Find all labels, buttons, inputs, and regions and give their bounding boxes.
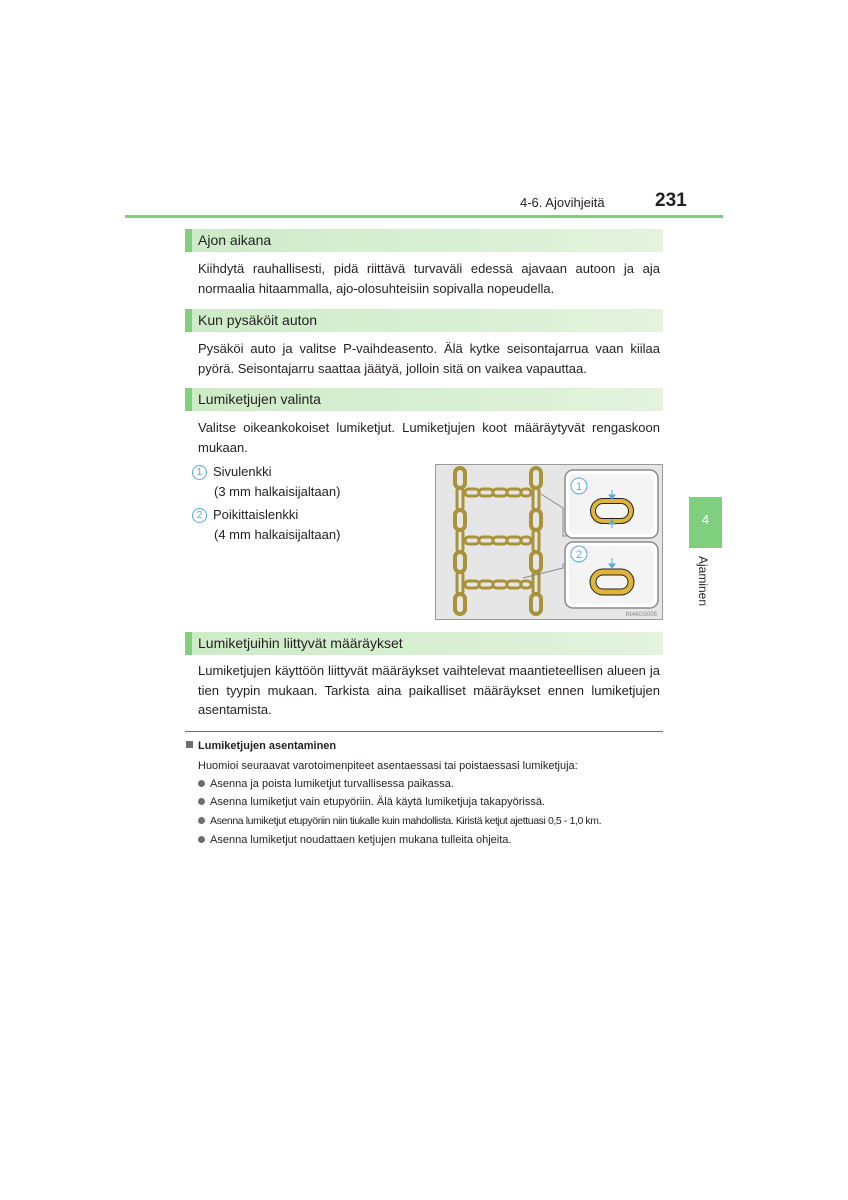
- note-bullet-item: Asenna lumiketjut etupyöriin niin tiukalle kuin mahdollista. Kiristä ketjut ajettuasi 0,5 - 1,0 km.: [198, 812, 601, 830]
- chapter-tab[interactable]: 4: [689, 497, 722, 548]
- callout-number-1: 1: [192, 465, 207, 480]
- section-heading-ajon-aikana: Ajon aikana: [185, 229, 663, 252]
- note-divider: [185, 731, 663, 732]
- legend-detail: (3 mm halkaisijaltaan): [214, 484, 341, 499]
- chapter-label: Ajaminen: [696, 556, 710, 607]
- section-heading-maaraykset: Lumiketjuihin liittyvät määräykset: [185, 632, 663, 655]
- bullet-dot-icon: [198, 780, 205, 787]
- section-heading-lumiketjujen-valinta: Lumiketjujen valinta: [185, 388, 663, 411]
- figure-code: IN46GS005: [625, 612, 657, 618]
- legend-name: Sivulenkki: [213, 464, 272, 479]
- header-rule: [125, 215, 723, 218]
- note-heading: [186, 740, 336, 752]
- legend-detail: (4 mm halkaisijaltaan): [214, 527, 341, 542]
- note-title-text: Lumiketjujen asentaminen: [198, 740, 337, 752]
- callout-number-2: 2: [192, 508, 207, 523]
- snow-chain-illustration: [435, 464, 663, 620]
- section-text-lumiketjujen-valinta: Valitse oikeankokoiset lumiketjut. Lumiketjujen koot määräytyvät rengaskoon mukaan.: [198, 420, 660, 455]
- bullet-dot-icon: [198, 798, 205, 805]
- section-heading-pysakointi: Kun pysäköit auton: [185, 309, 663, 332]
- legend-item-cross-link: [192, 505, 340, 545]
- note-bullet-item: Asenna ja poista lumiketjut turvallisessa paikassa.: [198, 775, 454, 793]
- square-bullet-icon: [186, 741, 193, 748]
- callout-label-2: 2: [575, 549, 583, 561]
- callout-label-1: 1: [575, 481, 583, 493]
- note-intro: Huomioi seuraavat varotoimenpiteet asentaessasi tai poistaessasi lumiketjuja:: [198, 760, 578, 772]
- section-text-maaraykset: Lumiketjujen käyttöön liittyvät määräykset vaihtelevat maantieteellisen alueen ja tien tyypin mukaan. Tarkista aina paikalliset määräykset ennen lumiketjujen asentamista.: [198, 663, 660, 717]
- page-number: 231: [655, 190, 687, 211]
- legend-item-side-link: [192, 462, 340, 502]
- section-text-ajon-aikana: Kiihdytä rauhallisesti, pidä riittävä turvaväli edessä ajavaan autoon ja aja normaalia hitaammalla, ajo-olosuhteisiin sopivalla nopeudella.: [198, 261, 660, 296]
- section-title: 4-6. Ajovihjeitä: [520, 195, 605, 210]
- bullet-dot-icon: [198, 836, 205, 843]
- legend-name: Poikittaislenkki: [213, 507, 299, 522]
- note-bullet-item: Asenna lumiketjut noudattaen ketjujen mukana tulleita ohjeita.: [198, 831, 511, 849]
- section-text-pysakointi: Pysäköi auto ja valitse P-vaihdeasento. Älä kytke seisontajarrua vaan kiilaa pyörä. Seisontajarru saattaa jäätyä, jolloin sitä on vaikea vapauttaa.: [198, 341, 660, 376]
- bullet-dot-icon: [198, 817, 205, 824]
- snow-chain-svg: [435, 464, 663, 620]
- note-bullet-item: Asenna lumiketjut vain etupyöriin. Älä käytä lumiketjuja takapyörissä.: [198, 793, 545, 811]
